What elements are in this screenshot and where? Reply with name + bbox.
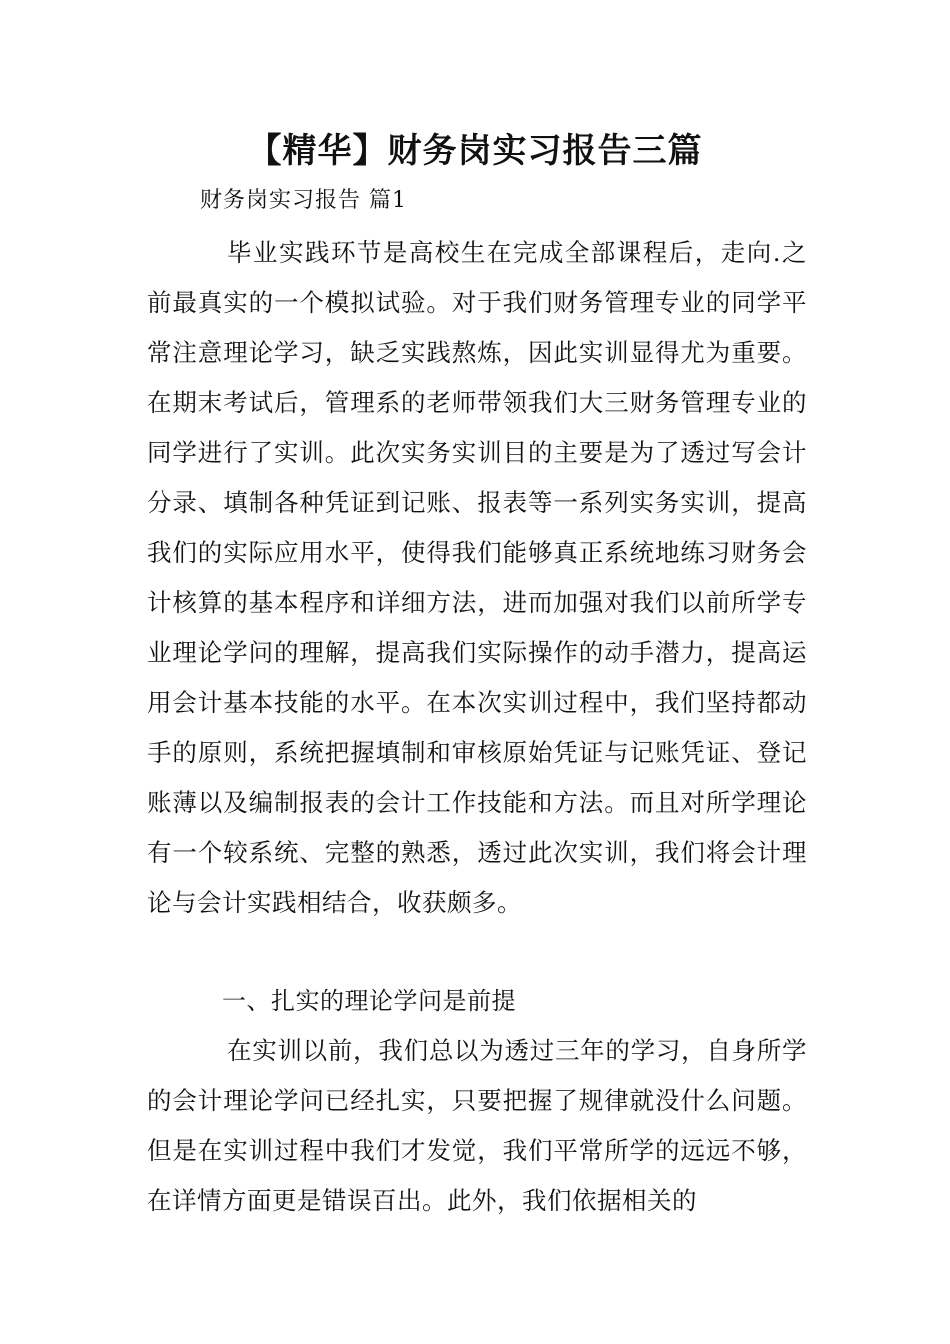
document-subtitle: 财务岗实习报告 篇1 xyxy=(200,188,407,213)
section-heading-1: 一、扎实的理论学问是前提 xyxy=(222,987,516,1015)
document-title: 【精华】财务岗实习报告三篇 xyxy=(247,131,703,171)
body-paragraph-2: 在实训以前，我们总以为透过三年的学习，自身所学的会计理论学问已经扎实，只要把握了规律就没什么问题。但是在实训过程中我们才发觉，我们平常所学的远远不够，在详情方面更是错误百出。此外，我们依据相关的 xyxy=(147,1036,807,1215)
body-paragraph-1: 毕业实践环节是高校生在完成全部课程后，走向.之前最真实的一个模拟试验。对于我们财务管理专业的同学平常注意理论学习，缺乏实践熬炼，因此实训显得尤为重要。在期末考试后，管理系的老师带领我们大三财务管理专业的同学进行了实训。此次实务实训目的主要是为了透过写会计分录、填制各种凭证到记账、报表等一系列实务实训，提高我们的实际应用水平，使得我们能够真正系统地练习财务会计核算的基本程序和详细方法，进而加强对我们以前所学专业理论学问的理解，提高我们实际操作的动手潜力，提高运用会计基本技能的水平。在本次实训过程中，我们坚持都动手的原则，系统把握填制和审核原始凭证与记账凭证、登记账薄以及编制报表的会计工作技能和方法。而且对所学理论有一个较系统、完整的熟悉，透过此次实训，我们将会计理论与会计实践相结合，收获颇多。 xyxy=(147,238,807,917)
